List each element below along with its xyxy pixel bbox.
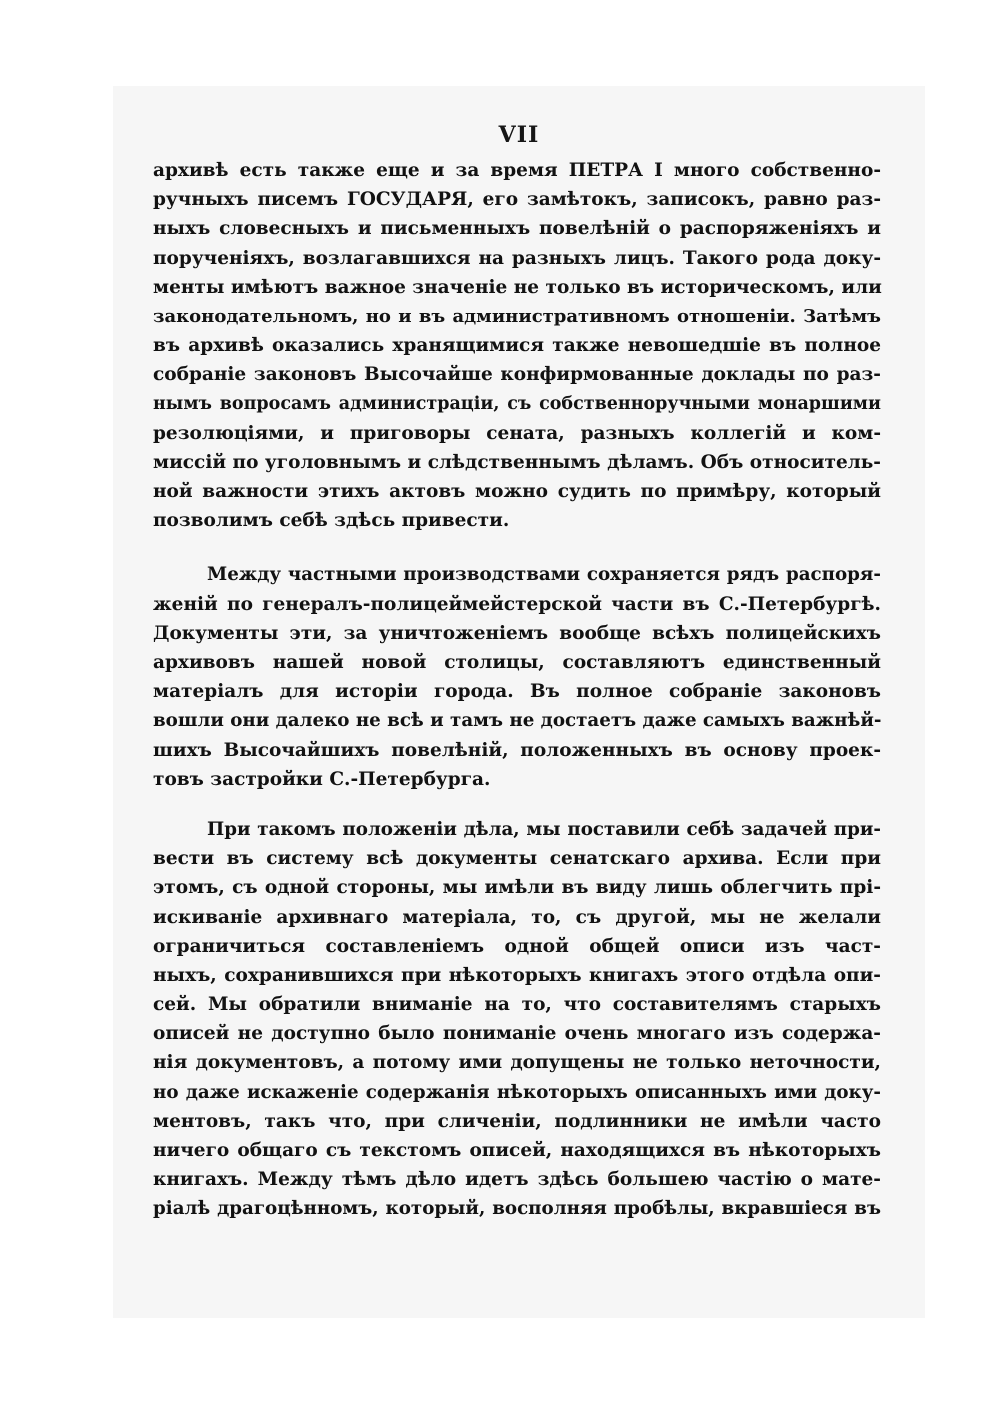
book-page: [113, 86, 925, 1318]
text-line: ной важности этихъ актовъ можно судить по примѣру, который: [153, 481, 881, 503]
text-line: При такомъ положеніи дѣла, мы поставили себѣ задачей при-: [207, 818, 881, 840]
text-line: позволимъ себѣ здѣсь привести.: [153, 510, 510, 532]
text-line: ручныхъ писемъ ГОСУДАРЯ, его замѣтокъ, записокъ, равно раз-: [153, 189, 881, 211]
paragraph-gap: [153, 535, 881, 560]
paragraph-1: [153, 156, 881, 535]
text-line: нымъ вопросамъ администраціи, съ собственноручными монаршими: [153, 393, 881, 414]
text-line: шихъ Высочайшихъ повелѣній, положенныхъ въ основу проек-: [153, 739, 881, 761]
text-line: менты имѣютъ важное значеніе не только въ историческомъ, или: [153, 276, 882, 298]
text-line: искиваніе архивнаго матеріала, то, съ другой, мы не желали: [153, 906, 881, 928]
text-line: книгахъ. Между тѣмъ дѣло идетъ здѣсь большею частію о мате-: [153, 1169, 881, 1191]
paragraph-2: [153, 560, 881, 794]
text-line: товъ застройки С.-Петербурга.: [153, 768, 491, 790]
text-line: вошли они далеко не всѣ и тамъ не достаетъ даже самыхъ важнѣй-: [153, 710, 882, 732]
text-line: миссій по уголовнымъ и слѣдственнымъ дѣламъ. Объ относитель-: [153, 451, 881, 473]
text-line: вести въ систему всѣ документы сенатскаго архива. Если при: [153, 848, 881, 870]
text-line: порученіяхъ, возлагавшихся на разныхъ лицъ. Такого рода доку-: [153, 247, 881, 269]
text-line: Между частными производствами сохраняется рядъ распоря-: [207, 564, 881, 586]
text-line: женій по генералъ-полицеймейстерской части въ С.-Петербургѣ.: [153, 593, 881, 615]
text-line: матеріалъ для исторіи города. Въ полное собраніе законовъ: [153, 681, 881, 703]
text-line: сей. Мы обратили вниманіе на то, что составителямъ старыхъ: [153, 994, 881, 1016]
text-line: нія документовъ, а потому ими допущены не только неточности,: [153, 1052, 881, 1074]
text-line: ничего общаго съ текстомъ описей, находящихся въ нѣкоторыхъ: [153, 1140, 881, 1161]
paragraph-gap: [153, 794, 881, 815]
text-line: ныхъ, сохранившихся при нѣкоторыхъ книгахъ этого отдѣла опи-: [153, 964, 881, 986]
text-line: архивѣ есть также еще и за время ПЕТРА I много собственно-: [153, 160, 881, 181]
body-text: [153, 156, 881, 1224]
text-line: описей не доступно было пониманіе очень многаго изъ содержа-: [153, 1023, 881, 1045]
text-line: ныхъ словесныхъ и письменныхъ повелѣній о распоряженіяхъ и: [153, 218, 881, 240]
text-line: ментовъ, такъ что, при сличеніи, подлинники не имѣли часто: [153, 1110, 881, 1132]
text-line: Документы эти, за уничтоженіемъ вообще всѣхъ полицейскихъ: [153, 622, 881, 644]
text-line: архивовъ нашей новой столицы, составляютъ единственный: [153, 652, 881, 673]
text-line: въ архивѣ оказались хранящимися также невошедшіе въ полное: [153, 335, 881, 357]
text-line: ограничиться составленіемъ одной общей описи изъ част-: [153, 935, 881, 957]
text-line: законодательномъ, но и въ административномъ отношеніи. Затѣмъ: [153, 305, 881, 327]
text-line: ріалѣ драгоцѣнномъ, который, восполняя пробѣлы, вкравшіеся въ: [153, 1198, 881, 1220]
paragraph-3: [153, 815, 881, 1224]
page-number: VII: [498, 122, 540, 148]
text-line: собраніе законовъ Высочайше конфирмованные доклады по раз-: [153, 364, 881, 386]
text-line: но даже искаженіе содержанія нѣкоторыхъ описанныхъ ими доку-: [153, 1081, 881, 1103]
text-line: этомъ, съ одной стороны, мы имѣли въ виду лишь облегчить прі-: [153, 877, 881, 899]
text-line: резолюціями, и приговоры сената, разныхъ коллегій и ком-: [153, 422, 881, 444]
